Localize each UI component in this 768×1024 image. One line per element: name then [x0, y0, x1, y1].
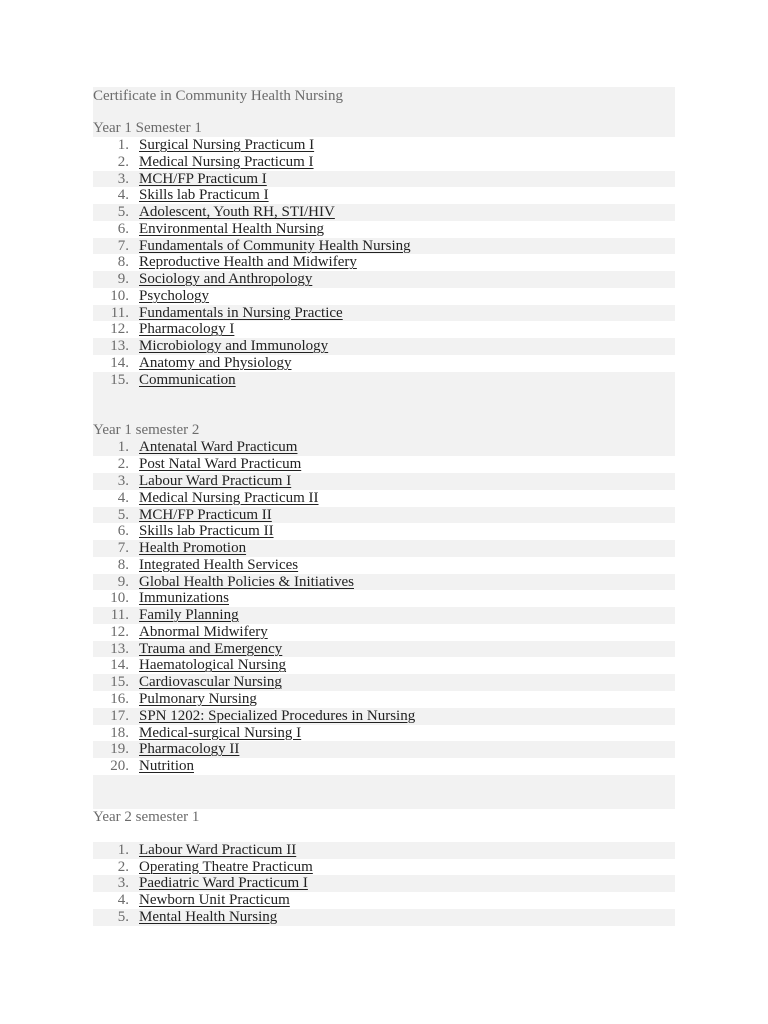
list-item [93, 355, 675, 372]
list-number: 2. [117, 858, 129, 875]
list-item [93, 842, 675, 859]
list-item [93, 708, 675, 725]
course-link[interactable]: Adolescent, Youth RH, STI/HIV [139, 204, 335, 221]
title-gap [93, 105, 675, 120]
course-link[interactable]: Surgical Nursing Practicum I [139, 137, 315, 153]
list-item [93, 254, 675, 271]
list-item [93, 691, 675, 708]
document-content [93, 87, 675, 926]
course-link[interactable]: Medical Nursing Practicum I [139, 153, 314, 170]
list-item [93, 741, 675, 758]
course-link[interactable]: Skills lab Practicum II [139, 523, 274, 540]
list-item [93, 439, 675, 456]
list-number: 11. [110, 304, 129, 321]
course-link[interactable]: SPN 1202: Specialized Procedures in Nursing [139, 707, 416, 724]
course-link[interactable]: Integrated Health Services [139, 556, 299, 573]
list-item [93, 674, 675, 691]
list-number: 19. [110, 741, 129, 758]
list-number: 12. [110, 321, 129, 338]
course-link[interactable]: Global Health Policies & Initiatives [139, 573, 354, 590]
list-number: 1. [117, 439, 129, 456]
course-link[interactable]: Medical-surgical Nursing I [139, 724, 302, 741]
list-number: 8. [117, 254, 129, 271]
list-item [93, 859, 675, 876]
list-number: 5. [117, 204, 129, 221]
course-link[interactable]: Fundamentals of Community Health Nursing [139, 237, 411, 254]
list-number: 6. [117, 523, 129, 540]
list-item [93, 171, 675, 188]
list-number: 4. [117, 187, 129, 204]
list-item [93, 288, 675, 305]
list-item [93, 540, 675, 557]
course-link[interactable]: Family Planning [139, 607, 239, 624]
course-link[interactable]: Microbiology and Immunology [139, 338, 329, 355]
list-number: 7. [117, 540, 129, 557]
course-link[interactable]: Immunizations [139, 590, 229, 607]
list-item [93, 338, 675, 355]
list-number: 3. [117, 875, 129, 892]
course-list-year1-sem1 [93, 137, 675, 388]
list-item [93, 758, 675, 775]
course-list-year2-sem1 [93, 842, 675, 926]
list-number: 5. [117, 908, 129, 925]
course-link[interactable]: Nutrition [139, 758, 194, 775]
list-number: 14. [110, 657, 129, 674]
course-link[interactable]: Health Promotion [139, 540, 247, 557]
list-item [93, 641, 675, 658]
list-item [93, 305, 675, 322]
list-item [93, 624, 675, 641]
list-number: 17. [110, 707, 129, 724]
course-link[interactable]: Antenatal Ward Practicum [139, 439, 298, 456]
course-list-year1-sem2 [93, 439, 675, 774]
list-item [93, 875, 675, 892]
list-number: 20. [110, 758, 129, 775]
list-item [93, 490, 675, 507]
list-number: 2. [117, 456, 129, 473]
list-number: 2. [117, 153, 129, 170]
list-number: 4. [117, 892, 129, 909]
section-gap [93, 775, 675, 809]
list-number: 7. [117, 237, 129, 254]
course-link[interactable]: Labour Ward Practicum I [139, 473, 292, 490]
list-number: 6. [117, 220, 129, 237]
heading-spacer [93, 826, 675, 842]
list-number: 18. [110, 724, 129, 741]
list-number: 11. [110, 607, 129, 624]
list-number: 13. [110, 640, 129, 657]
course-link[interactable]: Communication [139, 371, 236, 388]
course-link[interactable]: Operating Theatre Practicum [139, 858, 313, 875]
list-item [93, 523, 675, 540]
course-link[interactable]: Skills lab Practicum I [139, 187, 269, 204]
document-title: Certificate in Community Health Nursing [93, 87, 675, 105]
course-link[interactable]: Medical Nursing Practicum II [139, 489, 319, 506]
list-number: 12. [110, 623, 129, 640]
course-link[interactable]: Pharmacology I [139, 321, 235, 338]
list-item [93, 590, 675, 607]
course-link[interactable]: Psychology [139, 287, 210, 304]
list-number: 9. [117, 573, 129, 590]
list-number: 14. [110, 354, 129, 371]
course-link[interactable]: Labour Ward Practicum II [139, 841, 297, 858]
list-number: 10. [110, 590, 129, 607]
list-item [93, 137, 675, 154]
list-item [93, 221, 675, 238]
list-item [93, 557, 675, 574]
list-item [93, 154, 675, 171]
list-number: 15. [110, 674, 129, 691]
list-item [93, 657, 675, 674]
course-link[interactable]: Post Natal Ward Practicum [139, 456, 302, 473]
course-link[interactable]: Fundamentals in Nursing Practice [139, 304, 343, 321]
course-link[interactable]: MCH/FP Practicum II [139, 506, 272, 523]
list-item [93, 909, 675, 926]
course-link[interactable]: Cardiovascular Nursing [139, 674, 282, 691]
list-item [93, 574, 675, 591]
course-link[interactable]: Reproductive Health and Midwifery [139, 254, 357, 271]
course-link[interactable]: Paediatric Ward Practicum I [139, 875, 308, 892]
course-link[interactable]: Trauma and Emergency [139, 640, 283, 657]
list-number: 10. [110, 287, 129, 304]
list-number: 3. [117, 473, 129, 490]
course-link[interactable]: Environmental Health Nursing [139, 220, 324, 237]
list-number: 4. [117, 489, 129, 506]
list-number: 3. [117, 170, 129, 187]
course-link[interactable]: Haematological Nursing [139, 657, 287, 674]
section-heading-year2-sem1: Year 2 semester 1 [93, 809, 675, 826]
course-link[interactable]: Pulmonary Nursing [139, 690, 257, 707]
list-item [93, 892, 675, 909]
list-number: 13. [110, 338, 129, 355]
course-link[interactable]: Anatomy and Physiology [139, 354, 292, 371]
section-heading-year1-sem1: Year 1 Semester 1 [93, 120, 675, 137]
list-number: 8. [117, 556, 129, 573]
list-number: 15. [110, 371, 129, 388]
list-item [93, 473, 675, 490]
course-link[interactable]: Sociology and Anthropology [139, 271, 313, 288]
course-link[interactable]: Pharmacology II [139, 741, 240, 758]
list-item [93, 607, 675, 624]
list-number: 16. [110, 690, 129, 707]
list-item [93, 187, 675, 204]
list-item [93, 725, 675, 742]
list-item [93, 507, 675, 524]
list-number: 1. [117, 137, 129, 153]
list-item [93, 238, 675, 255]
section-gap [93, 388, 675, 422]
list-item [93, 456, 675, 473]
list-number: 9. [117, 271, 129, 288]
list-item [93, 321, 675, 338]
course-link[interactable]: Abnormal Midwifery [139, 623, 268, 640]
course-link[interactable]: Newborn Unit Practicum [139, 892, 290, 909]
list-item [93, 271, 675, 288]
list-item [93, 372, 675, 389]
course-link[interactable]: MCH/FP Practicum I [139, 170, 267, 187]
section-heading-year1-sem2: Year 1 semester 2 [93, 422, 675, 439]
course-link[interactable]: Mental Health Nursing [139, 908, 278, 925]
list-number: 1. [117, 841, 129, 858]
list-number: 5. [117, 506, 129, 523]
list-item [93, 204, 675, 221]
